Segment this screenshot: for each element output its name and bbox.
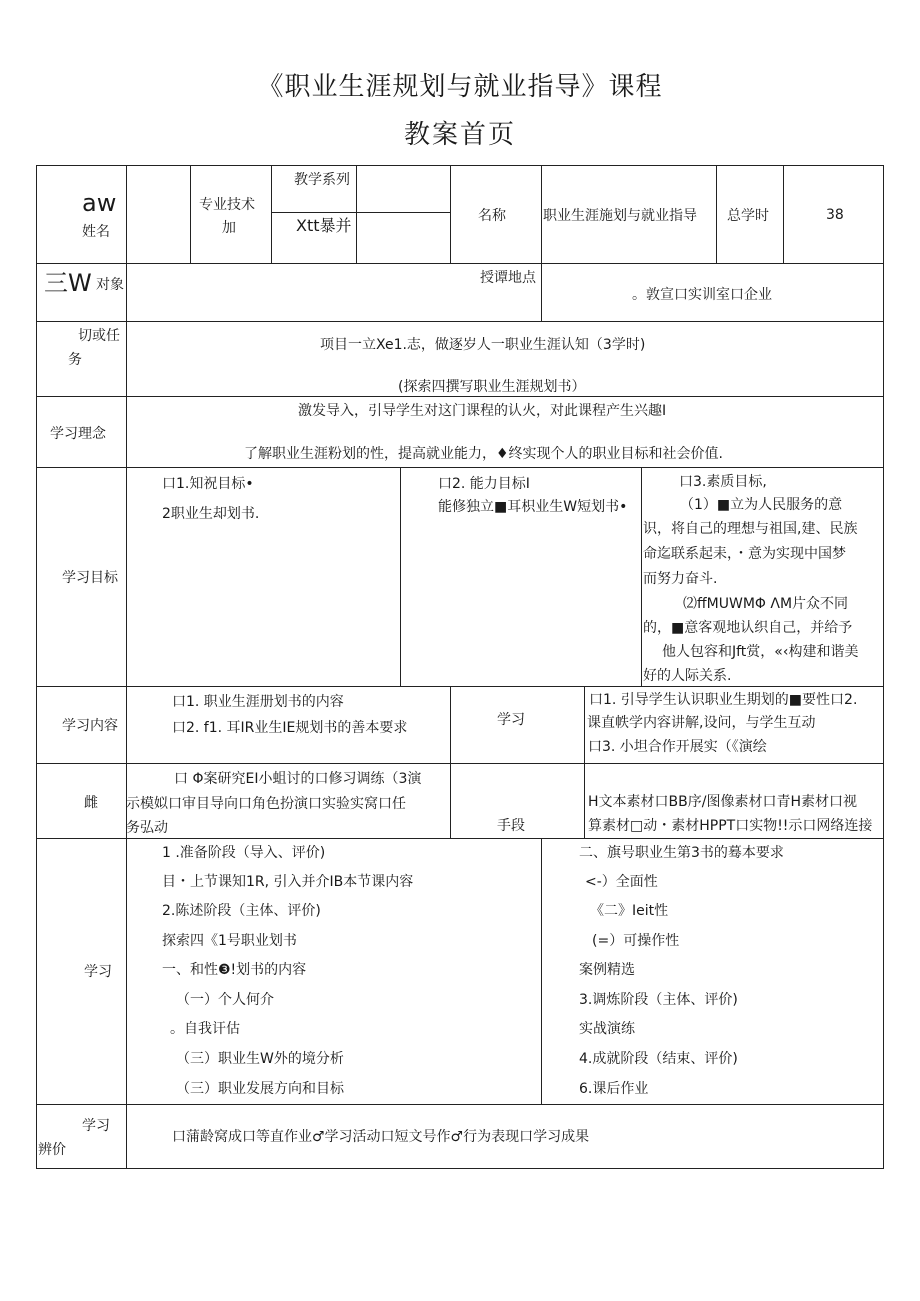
col-divider [126,321,127,1169]
difficulty-line: 示模姒口审目导向口角色扮演口实验实窝口任 [126,796,406,812]
cell-divider [271,212,450,213]
process-right-line: 实战演练 [579,1021,635,1037]
process-right-line: 二、旗号职业生第3书的蓦本要求 [579,845,784,861]
goals-label: 学习目标 [62,570,118,586]
place-value: 。敦宣口实训室口企业 [632,287,772,303]
evaluation-text: 口蒲龄窝成口等直作业♂学习活动口短文号作♂行为表现口学习成果 [172,1129,590,1145]
ability-goal-text: 能修独立■耳枳业生W短划书• [438,499,628,515]
quality-goal-line: 识，将自己的理想与祖国,建、民族 [643,521,858,537]
ability-goal-title: 口2. 能力目标I [438,476,530,492]
philosophy-line-1: 激发导入，引导学生对这门课程的认火，对此课程产生兴趣I [298,403,667,419]
process-right-line: 《二》Ieit性 [590,903,669,919]
process-left-line: 。自我讦估 [170,1021,240,1037]
name-glyph: aw [82,189,117,217]
quality-goal-line: 的，■意客观地认织自己，并给予 [643,620,853,636]
process-right-line: 3.调炼阶段（主体、评价) [579,992,738,1008]
document-subtitle: 教案首页 [403,120,516,150]
col-divider [400,467,401,686]
quality-goal-line: 而努力奋斗. [643,571,718,587]
col-divider [783,165,784,263]
col-divider [356,165,357,263]
series-value: Xtt暴并 [296,216,352,235]
task-label-line1: 切或任 [78,328,120,344]
method-line: 口1. 引导学生认识职业生期划的■要性口2. [589,692,858,708]
content-item: 口1. 职业生涯册划书的内容 [172,694,344,710]
quality-goal-title: 口3.素质目标, [679,474,767,490]
col-divider [271,165,272,263]
process-left-line: 2.陈述阶段（主体、评价) [162,903,321,919]
row-divider [36,838,884,839]
quality-goal-line: ⑵ffMUWMΦ ΛM片众不同 [683,596,849,612]
col-divider [541,165,542,263]
method-label: 学习 [497,712,525,728]
process-left-line: 探索四《1号职业划书 [162,933,297,949]
row-divider [36,1104,884,1105]
col-divider [190,165,191,263]
difficulty-line: 务弘动 [126,820,168,836]
content-item: 口2. f1. 耳IR业生IE规划书的善本要求 [172,720,408,736]
major-label-line1: 专业技术 [199,197,255,213]
row-divider [36,396,884,397]
col-divider [716,165,717,263]
quality-goal-line: （1）■立为人民服务的意 [680,497,843,513]
col-divider [126,263,127,321]
process-label: 学习 [84,964,112,980]
philosophy-line-2: 了解职业生涯粉划的性，提高就业能力，♦终实现个人的职业目标和社会价值. [244,446,723,462]
knowledge-goal-title: 口1.知祝目标• [162,476,254,492]
method-line: 口3. 小坦合作开展实（《演绘 [588,739,767,755]
process-right-line: <-）全面性 [585,874,658,890]
target-label: 对象 [96,277,124,293]
process-right-line: 6.课后作业 [579,1081,649,1097]
col-divider [541,263,542,321]
col-divider [541,838,542,1104]
evaluation-label-line2: 辨价 [38,1142,66,1158]
col-divider [450,165,451,263]
evaluation-label-line1: 学习 [82,1118,110,1134]
process-right-line: (=）可操作性 [592,933,680,949]
row-divider [36,686,884,687]
difficulty-label: 雌 [84,795,98,811]
means-line: 算素材□动・素材HPPT口实物!!示口网络连接 [588,818,873,834]
method-line: 课直帙学内容讲解,设问，与学生互动 [587,715,816,731]
col-divider [450,686,451,838]
row-divider [36,763,884,764]
row-divider [36,467,884,468]
lesson-table [36,165,884,1169]
task-line-1: 项目一立Xe1.志，做逐岁人一职业生涯认知（3学时) [320,337,646,353]
course-name-value: 职业生涯施划与就业指导 [543,208,697,224]
process-right-line: 4.成就阶段（结束、评价) [579,1051,738,1067]
means-line: H文本素材口BB序/图像素材口青H素材口视 [588,794,857,810]
name-label: 姓名 [82,224,110,240]
knowledge-goal-text: 2职业生却划书. [162,506,260,522]
row-divider [36,321,884,322]
total-hours-value: 38 [826,207,844,223]
process-right-line: 案例精选 [579,962,635,978]
document-title: 《职业生涯规划与就业指导》课程 [257,72,663,102]
process-left-line: 一、和性❸!划书的内容 [162,962,307,978]
means-label: 手段 [497,818,525,834]
col-divider [126,165,127,263]
course-name-label: 名称 [478,208,506,224]
quality-goal-line: 他人包容和Jft赏，«‹构建和谐美 [662,644,859,660]
task-label-line2: 务 [68,352,82,368]
col-divider [584,686,585,838]
task-line-2: (探索四撰写职业生涯规划书） [398,379,586,395]
major-label-line2: 加 [222,220,236,236]
process-left-line: （一）个人何介 [176,992,274,1008]
difficulty-line: 口 Φ案研究EI小蛆讨的口修习调练（3演 [174,771,422,787]
quality-goal-line: 命迄联系起耒，・意为实现中国梦 [643,546,846,562]
process-left-line: （三）职业生W外的境分析 [176,1051,344,1067]
target-glyph: 三W [44,269,92,297]
row-divider [36,263,884,264]
series-label: 教学系列 [294,172,350,188]
content-label: 学习内容 [62,718,118,734]
place-label: 授谭地点 [480,270,536,286]
process-left-line: 目・上节课知1R, 引入并介IB本节课内容 [162,874,414,890]
philosophy-label: 学习理念 [50,426,106,442]
process-left-line: 1 .准备阶段（导入、评价) [162,845,326,861]
process-left-line: （三）职业发展方向和目标 [176,1081,344,1097]
quality-goal-line: 好的人际关系. [643,668,732,684]
total-hours-label: 总学时 [727,208,769,224]
col-divider [641,467,642,686]
